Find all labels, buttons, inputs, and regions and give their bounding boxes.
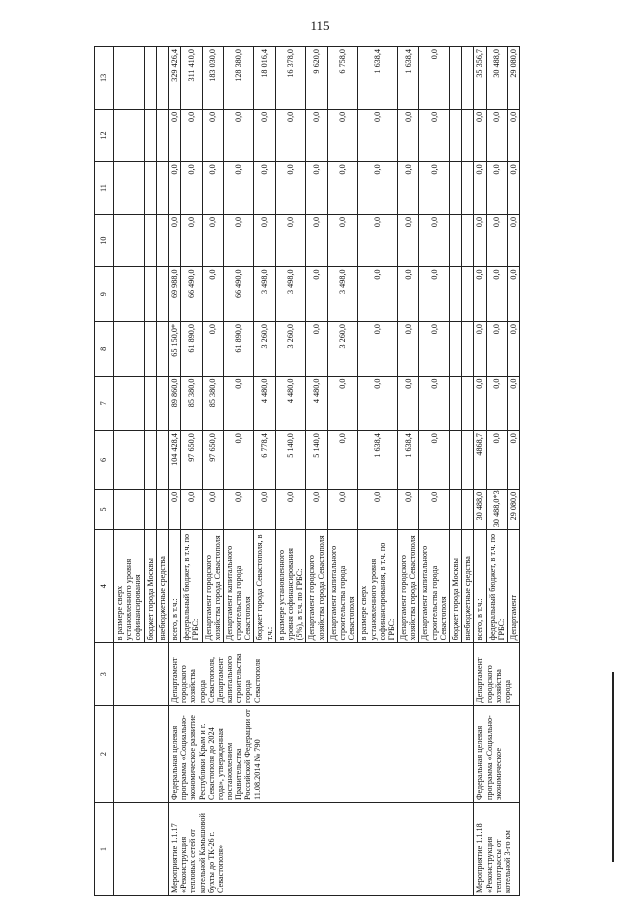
amount-cell: 0,0 — [419, 214, 450, 267]
amount-cell: 0,0 — [327, 431, 358, 490]
amount-cell: 0,0 — [486, 109, 507, 162]
amount-cell: 0,0 — [358, 267, 398, 322]
amount-cell: 0,0 — [486, 431, 507, 490]
amount-cell: 0,0 — [486, 321, 507, 376]
amount-cell: 0,0 — [306, 214, 327, 267]
funding-source-label: Департамент — [507, 530, 519, 643]
amount-cell: 0,0 — [168, 109, 180, 162]
amount-cell: 0,0 — [507, 321, 519, 376]
funding-source-label: всего, в т.ч.: — [474, 530, 486, 643]
amount-cell — [462, 431, 474, 490]
amount-cell: 4 480,0 — [306, 376, 327, 431]
amount-cell: 0,0 — [254, 489, 275, 529]
executor-name: Департамент городского хозяйства города Севастополя, Департамент капитального строительства города Севастополя — [168, 643, 473, 706]
amount-cell — [462, 109, 474, 162]
amount-cell: 0,0 — [419, 321, 450, 376]
amount-cell: 0,0 — [306, 267, 327, 322]
empty-cell — [114, 643, 169, 706]
column-number: 11 — [95, 162, 114, 215]
funding-source-label: федеральный бюджет, в т.ч. по ГРБС: — [181, 530, 202, 643]
amount-cell: 0,0 — [358, 214, 398, 267]
amount-cell: 0,0 — [168, 489, 180, 529]
funding-source-label: бюджет города Севастополя, в т.ч.: — [254, 530, 275, 643]
amount-cell: 0,0 — [486, 214, 507, 267]
amount-cell: 0,0 — [327, 109, 358, 162]
amount-cell: 4 480,0 — [275, 376, 306, 431]
column-number: 7 — [95, 376, 114, 431]
amount-cell: 0,0 — [223, 489, 254, 529]
funding-source-label: Департамент капитального строительства города Севастополя — [223, 530, 254, 643]
amount-cell: 0,0 — [275, 489, 306, 529]
amount-cell: 0,0 — [358, 321, 398, 376]
amount-cell — [462, 489, 474, 529]
amount-cell: 6 778,4 — [254, 431, 275, 490]
funding-source-label: всего, в т.ч.: — [168, 530, 180, 643]
amount-cell — [450, 376, 462, 431]
amount-cell: 0,0 — [202, 321, 223, 376]
amount-cell: 183 030,0 — [202, 47, 223, 110]
amount-cell: 1 638,4 — [358, 431, 398, 490]
amount-cell: 0,0 — [398, 214, 419, 267]
funding-source-label: Департамент городского хозяйства города Севастополя — [306, 530, 327, 643]
amount-cell — [450, 431, 462, 490]
empty-cell — [114, 803, 169, 896]
amount-cell: 29 080,0 — [507, 489, 519, 529]
measure-name: Мероприятие 1.1.17 «Реконструкция тепловых сетей от котельной Камышовой бухты до ТК-26 г. Севастополя» — [168, 803, 473, 896]
amount-cell: 0,0 — [419, 376, 450, 431]
column-number: 1 — [95, 803, 114, 896]
amount-cell: 0,0 — [419, 47, 450, 110]
amount-cell: 0,0 — [202, 489, 223, 529]
amount-cell: 30 488,0*3 — [486, 489, 507, 529]
amount-cell: 0,0 — [474, 376, 486, 431]
amount-cell: 6 758,0 — [327, 47, 358, 110]
amount-cell: 3 260,0 — [254, 321, 275, 376]
amount-cell: 85 380,0 — [181, 376, 202, 431]
funding-source-label: Департамент городского хозяйства города Севастополя — [398, 530, 419, 643]
amount-cell — [450, 47, 462, 110]
table-row — [168, 47, 180, 896]
column-number: 10 — [95, 214, 114, 267]
table-row — [474, 47, 486, 896]
amount-cell — [462, 47, 474, 110]
amount-cell: 18 016,4 — [254, 47, 275, 110]
funding-source-label: в размере установленного уровня софинансирования (5%), в т.ч. по ГРБС: — [275, 530, 306, 643]
amount-cell: 0,0 — [168, 162, 180, 215]
amount-cell: 0,0 — [419, 109, 450, 162]
amount-cell: 0,0 — [486, 267, 507, 322]
amount-cell — [462, 214, 474, 267]
amount-cell: 66 490,0 — [181, 267, 202, 322]
amount-cell: 61 890,0 — [223, 321, 254, 376]
amount-cell: 0,0 — [306, 321, 327, 376]
amount-cell: 0,0 — [358, 376, 398, 431]
amount-cell: 0,0 — [507, 214, 519, 267]
amount-cell: 0,0 — [254, 162, 275, 215]
funding-source-label: внебюджетные средства — [156, 530, 168, 643]
amount-cell: 4868,7 — [474, 431, 486, 490]
amount-cell: 0,0 — [202, 214, 223, 267]
amount-cell: 0,0 — [358, 489, 398, 529]
amount-cell: 0,0 — [398, 109, 419, 162]
amount-cell: 0,0 — [474, 109, 486, 162]
amount-cell: 0,0 — [223, 431, 254, 490]
amount-cell — [450, 489, 462, 529]
column-number: 3 — [95, 643, 114, 706]
amount-cell: 30 488,0 — [486, 47, 507, 110]
funding-source-label: в размере сверх установленного уровня софинансирования — [114, 530, 145, 643]
amount-cell: 0,0 — [168, 214, 180, 267]
funding-source-label: внебюджетные средства — [462, 530, 474, 643]
amount-cell — [450, 267, 462, 322]
amount-cell: 3 260,0 — [327, 321, 358, 376]
amount-cell: 0,0 — [181, 162, 202, 215]
amount-cell: 0,0 — [181, 109, 202, 162]
amount-cell: 16 378,0 — [275, 47, 306, 110]
executor-name: Департамент городского хозяйства города — [474, 643, 520, 706]
amount-cell: 0,0 — [507, 431, 519, 490]
amount-cell: 1 638,4 — [398, 47, 419, 110]
amount-cell: 1 638,4 — [398, 431, 419, 490]
program-name: Федеральная целевая программа «Социально-экономическое — [474, 706, 520, 803]
amount-cell: 0,0 — [254, 214, 275, 267]
amount-cell: 0,0 — [202, 267, 223, 322]
program-name: Федеральная целевая программа «Социально-экономическое развитие Республики Крым и г. Севастополя до 2024 года», утвержденная постановлением Правительства Российской Федерации от 11.08.2014 № 790 — [168, 706, 473, 803]
amount-cell — [450, 162, 462, 215]
amount-cell: 0,0 — [474, 267, 486, 322]
empty-cell — [114, 706, 169, 803]
amount-cell: 3 498,0 — [327, 267, 358, 322]
funding-source-label: бюджет города Москвы — [450, 530, 462, 643]
amount-cell: 0,0 — [358, 109, 398, 162]
amount-cell: 104 428,4 — [168, 431, 180, 490]
amount-cell — [450, 321, 462, 376]
amount-cell: 29 080,0 — [507, 47, 519, 110]
amount-cell: 0,0 — [275, 109, 306, 162]
amount-cell: 0,0 — [223, 162, 254, 215]
scan-edge-line — [612, 672, 614, 862]
amount-cell: 0,0 — [398, 267, 419, 322]
continuation-row — [114, 47, 145, 896]
amount-cell: 0,0 — [327, 376, 358, 431]
column-number-row — [95, 47, 114, 896]
rotated-table-wrapper — [94, 46, 607, 896]
column-number: 5 — [95, 489, 114, 529]
amount-cell: 0,0 — [306, 109, 327, 162]
amount-cell: 66 490,0 — [223, 267, 254, 322]
amount-cell: 89 860,0 — [168, 376, 180, 431]
amount-cell: 0,0 — [474, 162, 486, 215]
amount-cell: 0,0 — [223, 214, 254, 267]
amount-cell: 61 890,0 — [181, 321, 202, 376]
amount-cell: 4 480,0 — [254, 376, 275, 431]
amount-cell: 0,0 — [419, 431, 450, 490]
funding-source-label: Департамент капитального строительства города Севастополя — [327, 530, 358, 643]
amount-cell: 5 140,0 — [275, 431, 306, 490]
amount-cell: 97 650,0 — [202, 431, 223, 490]
amount-cell: 0,0 — [327, 214, 358, 267]
amount-cell: 0,0 — [223, 109, 254, 162]
amount-cell: 9 620,0 — [306, 47, 327, 110]
amount-cell: 0,0 — [507, 267, 519, 322]
amount-cell: 311 410,0 — [181, 47, 202, 110]
amount-cell: 0,0 — [474, 214, 486, 267]
amount-cell: 0,0 — [306, 489, 327, 529]
amount-cell: 0,0 — [398, 376, 419, 431]
funding-table — [94, 46, 520, 896]
amount-cell: 0,0 — [327, 162, 358, 215]
amount-cell — [462, 267, 474, 322]
column-number: 2 — [95, 706, 114, 803]
amount-cell: 0,0 — [419, 267, 450, 322]
amount-cell: 0,0 — [398, 162, 419, 215]
measure-name: Мероприятие 1.1.18 «Реконструкция теплотрассы от котельной 3-го км — [474, 803, 520, 896]
amount-cell — [450, 109, 462, 162]
funding-source-label: бюджет города Москвы — [144, 530, 156, 643]
amount-cell: 0,0 — [486, 162, 507, 215]
amount-cell: 0,0 — [398, 489, 419, 529]
amount-cell: 0,0 — [419, 489, 450, 529]
funding-source-label: Департамент капитального строительства города Севастополя — [419, 530, 450, 643]
amount-cell: 5 140,0 — [306, 431, 327, 490]
amount-cell: 65 150,0* — [168, 321, 180, 376]
amount-cell: 3 260,0 — [275, 321, 306, 376]
amount-cell: 0,0 — [358, 162, 398, 215]
amount-cell: 0,0 — [507, 109, 519, 162]
amount-cell: 35 356,7 — [474, 47, 486, 110]
amount-cell: 0,0 — [181, 489, 202, 529]
amount-cell: 0,0 — [254, 109, 275, 162]
amount-cell: 128 380,0 — [223, 47, 254, 110]
amount-cell: 0,0 — [507, 376, 519, 431]
amount-cell — [462, 162, 474, 215]
amount-cell — [450, 214, 462, 267]
amount-cell: 0,0 — [275, 162, 306, 215]
amount-cell: 0,0 — [486, 376, 507, 431]
amount-cell: 0,0 — [275, 214, 306, 267]
amount-cell: 0,0 — [223, 376, 254, 431]
page-number: 115 — [310, 18, 330, 33]
amount-cell: 97 650,0 — [181, 431, 202, 490]
column-number: 8 — [95, 321, 114, 376]
funding-source-label: федеральный бюджет, в т.ч. по ГРБС: — [486, 530, 507, 643]
column-number: 13 — [95, 47, 114, 110]
amount-cell: 3 498,0 — [254, 267, 275, 322]
amount-cell: 0,0 — [507, 162, 519, 215]
amount-cell: 0,0 — [327, 489, 358, 529]
amount-cell: 0,0 — [202, 109, 223, 162]
amount-cell — [462, 376, 474, 431]
amount-cell: 0,0 — [419, 162, 450, 215]
funding-source-label: в размере сверх установленного уровня софинансирования, в т.ч. по ГРБС: — [358, 530, 398, 643]
amount-cell: 0,0 — [398, 321, 419, 376]
amount-cell: 69 988,0 — [168, 267, 180, 322]
amount-cell — [462, 321, 474, 376]
amount-cell: 0,0 — [474, 321, 486, 376]
amount-cell: 3 498,0 — [275, 267, 306, 322]
column-number: 4 — [95, 530, 114, 643]
amount-cell: 0,0 — [306, 162, 327, 215]
amount-cell: 0,0 — [181, 214, 202, 267]
amount-cell: 1 638,4 — [358, 47, 398, 110]
amount-cell: 85 380,0 — [202, 376, 223, 431]
column-number: 6 — [95, 431, 114, 490]
column-number: 9 — [95, 267, 114, 322]
funding-source-label: Департамент городского хозяйства города Севастополя — [202, 530, 223, 643]
amount-cell: 329 426,4 — [168, 47, 180, 110]
amount-cell: 0,0 — [202, 162, 223, 215]
amount-cell: 30 488,0 — [474, 489, 486, 529]
column-number: 12 — [95, 109, 114, 162]
